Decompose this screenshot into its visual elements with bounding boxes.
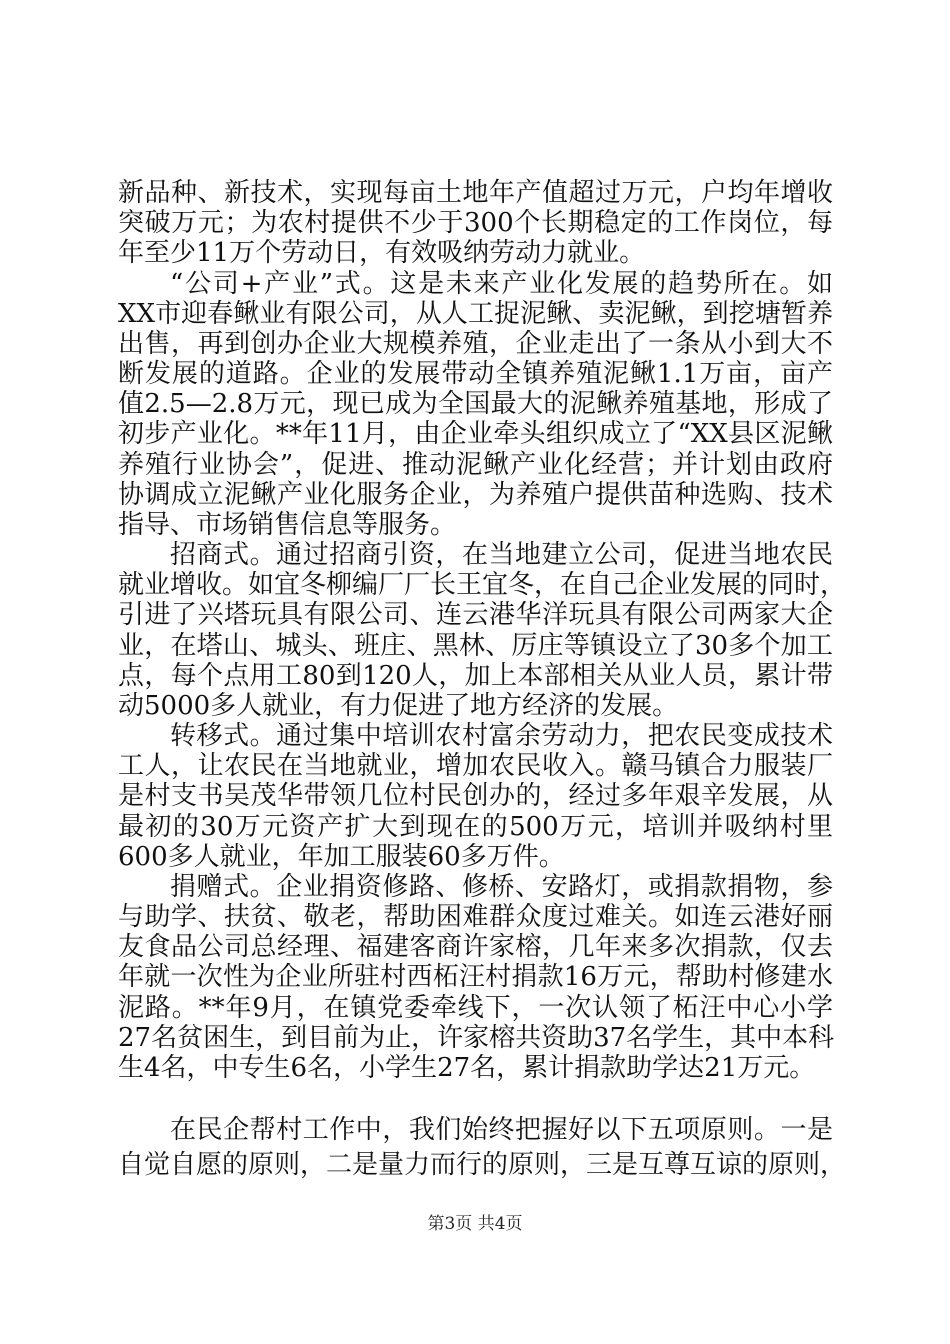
text-line: 自觉自愿的原则，二是量力而行的原则，三是互尊互谅的原则，	[118, 1150, 847, 1180]
text-line: 泥路。**年9月，在镇党委牵线下，一次认领了柘汪中心小学	[118, 993, 833, 1023]
text-line: 引进了兴塔玩具有限公司、连云港华洋玩具有限公司两家大企	[118, 600, 833, 630]
text-line: 在民企帮村工作中，我们始终把握好以下五项原则。一是	[170, 1115, 833, 1145]
text-line: 600多人就业，年加工服装60多万件。	[118, 842, 565, 872]
text-line: XX市迎春鳅业有限公司，从人工捉泥鳅、卖泥鳅，到挖塘暂养	[118, 299, 833, 329]
text-line: 是村支书吴茂华带领几位村民创办的，经过多年艰辛发展，从	[118, 781, 833, 811]
text-line: 出售，再到创办企业大规模养殖，企业走出了一条从小到大不	[118, 329, 833, 359]
text-line: 生4名，中专生6名，小学生27名，累计捐款助学达21万元。	[118, 1053, 816, 1083]
text-line: 转移式。通过集中培训农村富余劳动力，把农民变成技术	[170, 721, 833, 751]
text-line: 初步产业化。**年11月，由企业牵头组织成立了“XX县区泥鳅	[118, 419, 833, 449]
text-line: 捐赠式。企业捐资修路、修桥、安路灯，或捐款捐物，参	[170, 872, 833, 902]
text-line: 协调成立泥鳅产业化服务企业，为养殖户提供苗种选购、技术	[118, 480, 833, 510]
text-line: 突破万元；为农村提供不少于300个长期稳定的工作岗位，每	[118, 208, 833, 238]
text-line: 最初的30万元资产扩大到现在的500万元，培训并吸纳村里	[118, 812, 833, 842]
text-line: 与助学、扶贫、敬老，帮助困难群众度过难关。如连云港好丽	[118, 902, 833, 932]
text-line: 友食品公司总经理、福建客商许家榕，几年来多次捐款，仅去	[118, 932, 833, 962]
text-line: 工人，让农民在当地就业，增加农民收入。赣马镇合力服装厂	[118, 751, 833, 781]
text-line: 值2.5—2.8万元，现已成为全国最大的泥鳅养殖基地，形成了	[118, 389, 833, 419]
text-line: 年至少11万个劳动日，有效吸纳劳动力就业。	[118, 238, 646, 268]
text-line: “公司+产业”式。这是未来产业化发展的趋势所在。如	[170, 269, 833, 299]
text-line: 养殖行业协会”，促进、推动泥鳅产业化经营；并计划由政府	[118, 450, 833, 480]
text-line: 27名贫困生，到目前为止，许家榕共资助37名学生，其中本科	[118, 1023, 835, 1053]
text-line: 点，每个点用工80到120人，加上本部相关从业人员，累计带	[118, 661, 833, 691]
text-line: 年就一次性为企业所驻村西柘汪村捐款16万元，帮助村修建水	[118, 962, 833, 992]
text-line: 新品种、新技术，实现每亩土地年产值超过万元，户均年增收	[118, 178, 833, 208]
text-line: 指导、市场销售信息等服务。	[118, 510, 457, 540]
text-line: 断发展的道路。企业的发展带动全镇养殖泥鳅1.1万亩，亩产	[118, 359, 833, 389]
page-number-footer: 第3页 共4页	[427, 1214, 523, 1234]
text-line: 招商式。通过招商引资，在当地建立公司，促进当地农民	[170, 540, 833, 570]
text-line: 就业增收。如宜冬柳编厂厂长王宜冬，在自己企业发展的同时，	[118, 570, 847, 600]
text-line: 动5000多人就业，有力促进了地方经济的发展。	[118, 691, 679, 721]
text-line: 业，在塔山、城头、班庄、黑林、厉庄等镇设立了30多个加工	[118, 631, 833, 661]
